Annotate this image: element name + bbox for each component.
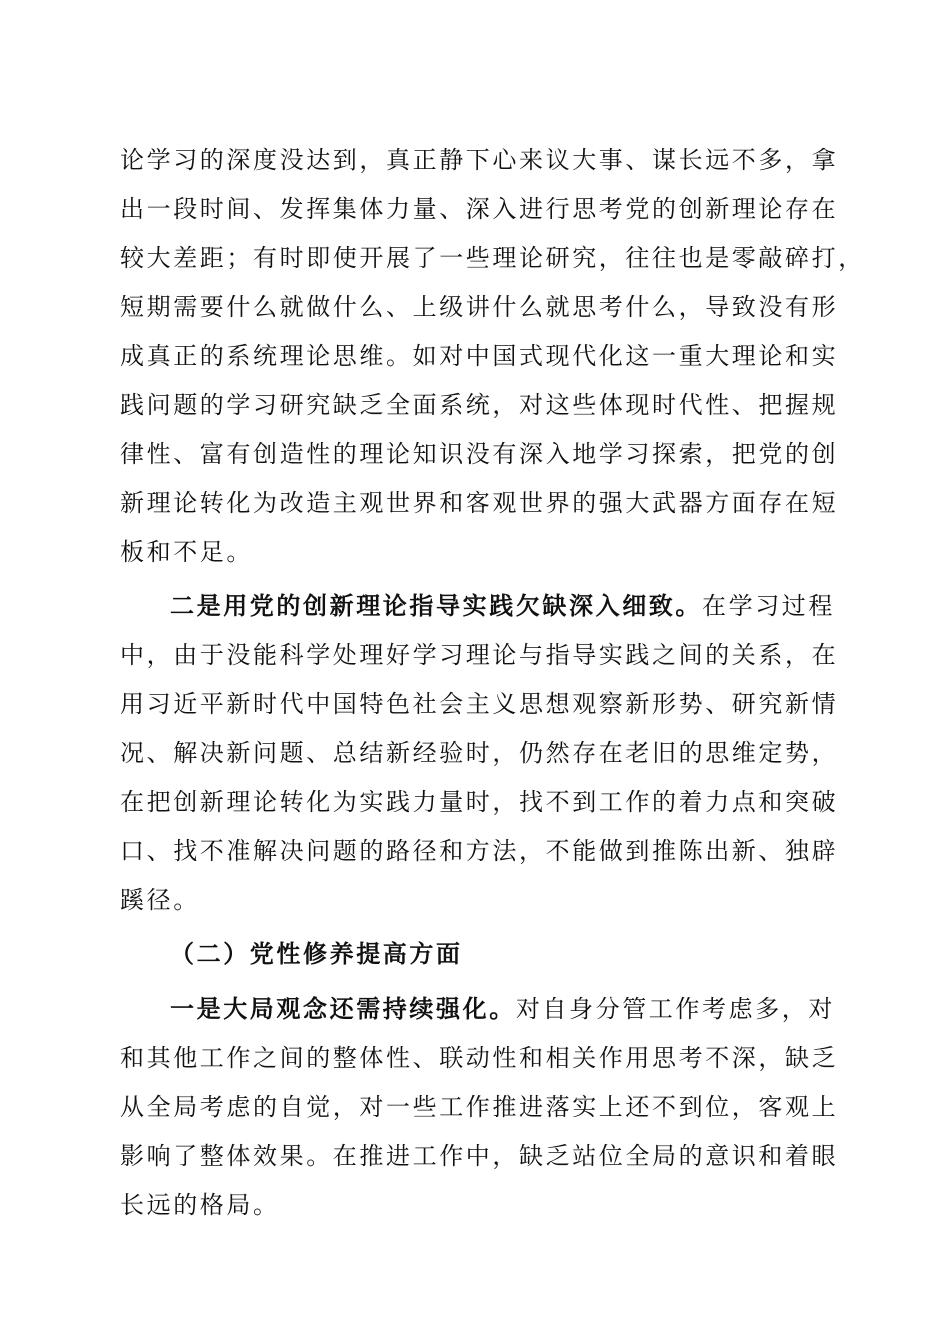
text-line: 出一段时间、发挥集体力量、深入进行思考党的创新理论存在 xyxy=(120,195,839,223)
text-line: 在把创新理论转化为实践力量时，找不到工作的着力点和突破 xyxy=(120,788,839,816)
paragraph-first-line xyxy=(170,584,835,628)
text-line: 中，由于没能科学处理好学习理论与指导实践之间的关系，在 xyxy=(120,641,839,669)
text-line: 况、解决新问题、总结新经验时，仍然存在老旧的思维定势， xyxy=(120,739,839,767)
paragraph-heading: 一是大局观念还需持续强化。 xyxy=(170,994,516,1023)
text-line: 从全局考虑的自觉，对一些工作推进落实上还不到位，客观上 xyxy=(120,1093,839,1121)
text-line: 影响了整体效果。在推进工作中，缺乏站位全局的意识和着眼 xyxy=(120,1142,839,1170)
text-line: 论学习的深度没达到，真正静下心来议大事、谋长远不多，拿 xyxy=(120,146,839,174)
text-line: 新理论转化为改造主观世界和客观世界的强大武器方面存在短 xyxy=(120,489,839,517)
text-line: 口、找不准解决问题的路径和方法，不能做到推陈出新、独辟 xyxy=(120,837,839,865)
text-line: 短期需要什么就做什么、上级讲什么就思考什么，导致没有形 xyxy=(120,293,839,321)
text-line: 和其他工作之间的整体性、联动性和相关作用思考不深，缺乏 xyxy=(120,1044,839,1072)
text-line: 蹊径。 xyxy=(120,886,200,914)
paragraph-first-text: 对自身分管工作考虑多，对 xyxy=(515,995,836,1023)
text-line: 律性、富有创造性的理论知识没有深入地学习探索，把党的创 xyxy=(120,440,839,468)
text-line: 长远的格局。 xyxy=(120,1191,280,1219)
paragraph-heading: 二是用党的创新理论指导实践欠缺深入细致。 xyxy=(170,591,702,620)
section-heading: （二）党性修养提高方面 xyxy=(170,939,463,968)
text-line: 较大差距；有时即使开展了一些理论研究，往往也是零敲碎打， xyxy=(120,244,865,272)
text-line: 成真正的系统理论思维。如对中国式现代化这一重大理论和实 xyxy=(120,342,839,370)
paragraph-first-line xyxy=(170,987,835,1031)
text-line: 板和不足。 xyxy=(120,538,253,566)
paragraph-first-text: 在学习过程 xyxy=(702,592,835,620)
text-line: 用习近平新时代中国特色社会主义思想观察新形势、研究新情 xyxy=(120,690,839,718)
text-line: 践问题的学习研究缺乏全面系统，对这些体现时代性、把握规 xyxy=(120,391,839,419)
